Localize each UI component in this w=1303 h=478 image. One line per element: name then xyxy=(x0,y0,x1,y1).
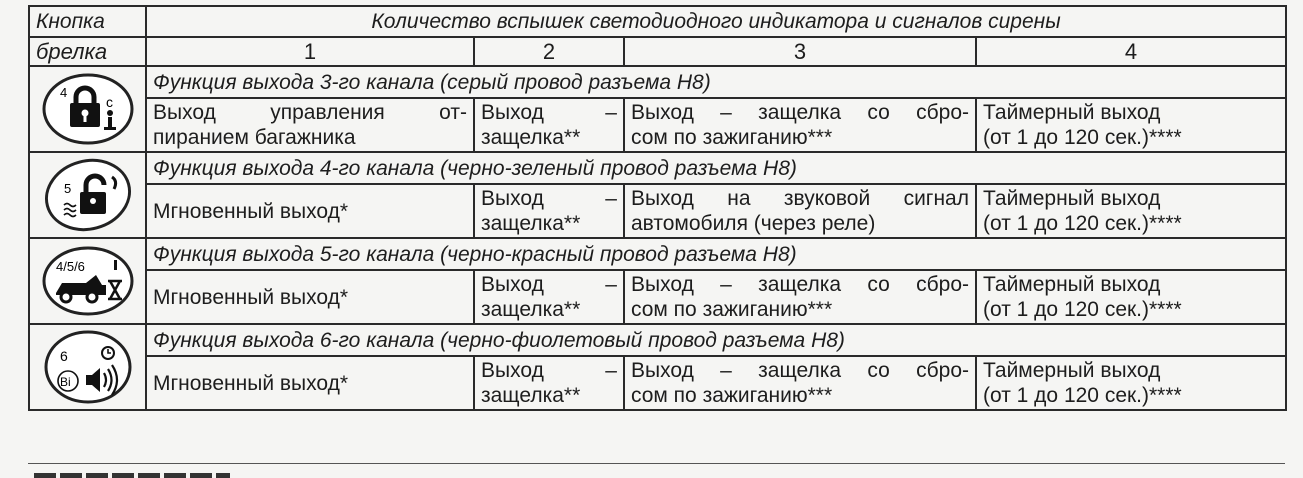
flash-count-title: Количество вспышек светодиодного индикатора и сигналов сирены xyxy=(146,6,1286,37)
channel-5-flash-4: Таймерный выход (от 1 до 120 сек.)**** xyxy=(976,270,1286,324)
channel-4-flash-2: Выход – защелка** xyxy=(474,184,624,238)
svg-text:Bi: Bi xyxy=(59,375,71,389)
flash-count-1: 1 xyxy=(146,37,474,66)
channel-6-flash-2: Выход – защелка** xyxy=(474,356,624,410)
svg-text:4: 4 xyxy=(59,85,67,100)
channel-5-flash-1: Мгновенный выход* xyxy=(146,270,474,324)
channel-6-function: Функция выхода 6-го канала (черно-фиолетовый провод разъема Н8) xyxy=(146,324,1286,356)
channel-function-table xyxy=(28,5,1287,411)
button-column-header-line2: брелка xyxy=(29,37,146,66)
button-column-header-line1: Кнопка xyxy=(29,6,146,37)
svg-text:4/5/6: 4/5/6 xyxy=(55,259,85,274)
channel-6-flash-1: Мгновенный выход* xyxy=(146,356,474,410)
channel-6-flash-3: Выход – защелка со сбро- сом по зажиганию*** xyxy=(624,356,976,410)
channel-5-flash-2: Выход – защелка** xyxy=(474,270,624,324)
channel-3-flash-2: Выход – защелка** xyxy=(474,98,624,152)
remote-button-unlock-icon xyxy=(29,152,146,238)
channel-4-flash-3: Выход на звуковой сигнал автомобиля (через реле) xyxy=(624,184,976,238)
remote-button-lock-c-icon xyxy=(29,66,146,152)
channel-6-flash-4: Таймерный выход (от 1 до 120 сек.)**** xyxy=(976,356,1286,410)
remote-button-bi-speaker-icon xyxy=(29,324,146,410)
footer-rule xyxy=(28,463,1285,464)
channel-3-flash-3: Выход – защелка со сбро- сом по зажиганию*** xyxy=(624,98,976,152)
channel-4-flash-4: Таймерный выход (от 1 до 120 сек.)**** xyxy=(976,184,1286,238)
svg-text:6: 6 xyxy=(59,348,68,364)
channel-3-flash-4: Таймерный выход (от 1 до 120 сек.)**** xyxy=(976,98,1286,152)
svg-text:c: c xyxy=(105,94,113,110)
channel-5-function: Функция выхода 5-го канала (черно-красный провод разъема Н8) xyxy=(146,238,1286,270)
channel-4-function: Функция выхода 4-го канала (черно-зеленый провод разъема Н8) xyxy=(146,152,1286,184)
svg-text:5: 5 xyxy=(63,181,71,196)
channel-5-flash-3: Выход – защелка со сбро- сом по зажиганию*** xyxy=(624,270,976,324)
channel-4-flash-1: Мгновенный выход* xyxy=(146,184,474,238)
flash-count-2: 2 xyxy=(474,37,624,66)
flash-count-4: 4 xyxy=(976,37,1286,66)
remote-button-car-trunk-icon xyxy=(29,238,146,324)
channel-3-flash-1: Выход управления от- пиранием багажника xyxy=(146,98,474,152)
channel-3-function: Функция выхода 3-го канала (серый провод разъема Н8) xyxy=(146,66,1286,98)
flash-count-3: 3 xyxy=(624,37,976,66)
footer-dashed-line xyxy=(34,473,230,478)
